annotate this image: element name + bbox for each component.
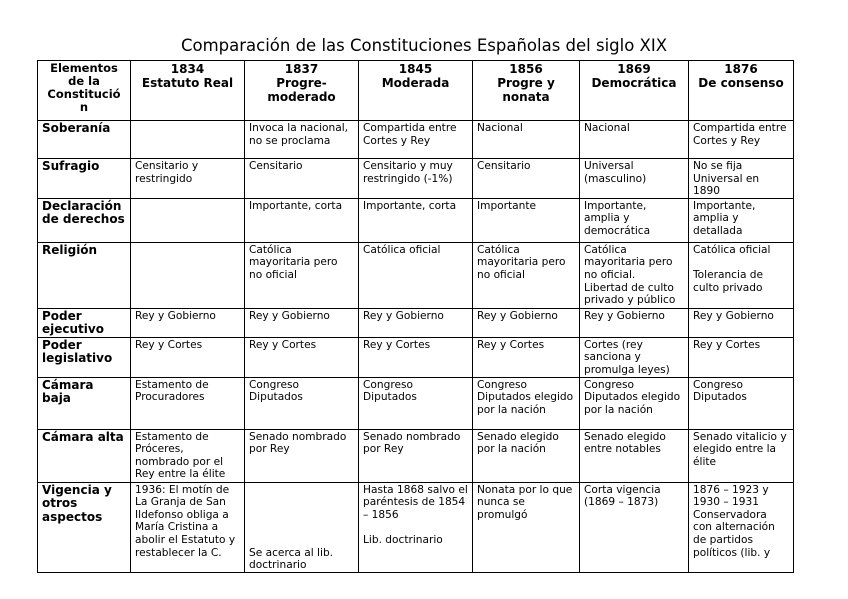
header-cell-1856: 1856 Progre y nonata (473, 61, 580, 121)
table-row (38, 308, 794, 337)
table-cell: Rey y Gobierno (359, 308, 473, 337)
table-row (38, 198, 794, 242)
table-cell: Importante, amplia y democrática (580, 198, 689, 242)
header-cell-1837: 1837 Progre- moderado (245, 61, 359, 121)
table-cell: Senado nombrado por Rey (245, 429, 359, 482)
table-cell: Congreso Diputados (359, 377, 473, 429)
row-label-soberania: Soberanía (38, 121, 131, 159)
table-cell: Cortes (rey sanciona y promulga leyes) (580, 337, 689, 377)
table-row (38, 482, 794, 572)
table-row (38, 121, 794, 159)
table-cell: Rey y Cortes (359, 337, 473, 377)
row-label-poder-legislativo: Poder legislativo (38, 337, 131, 377)
table-cell: Estamento de Procuradores (131, 377, 245, 429)
row-label-camara-baja: Cámara baja (38, 377, 131, 429)
row-label-camara-alta: Cámara alta (38, 429, 131, 482)
table-cell: Senado elegido entre notables (580, 429, 689, 482)
table-cell: Congreso Diputados (245, 377, 359, 429)
table-cell: Importante, corta (245, 198, 359, 242)
table-cell: Católica mayoritaria pero no oficial. Libertad de culto privado y público (580, 242, 689, 308)
table-cell (131, 121, 245, 159)
comparison-table (37, 60, 794, 573)
row-label-poder-ejecutivo: Poder ejecutivo (38, 308, 131, 337)
header-cell-1869: 1869 Democrática (580, 61, 689, 121)
table-cell: 1876 – 1923 y 1930 – 1931 Conservadora con alternación de partidos políticos (lib. y (689, 482, 794, 572)
row-label-vigencia: Vigencia y otros aspectos (38, 482, 131, 572)
table-cell: Rey y Gobierno (245, 308, 359, 337)
table-cell: Importante, corta (359, 198, 473, 242)
table-cell: Católica oficial (359, 242, 473, 308)
table-row (38, 337, 794, 377)
table-cell: Rey y Cortes (245, 337, 359, 377)
table-cell: Congreso Diputados (689, 377, 794, 429)
table-row (38, 242, 794, 308)
table-cell: 1936: El motín de La Granja de San Ildefonso obliga a María Cristina a abolir el Estatuto y restablecer la C. (131, 482, 245, 572)
table-cell: Invoca la nacional, no se proclama (245, 121, 359, 159)
table-cell: Censitario (473, 159, 580, 199)
table-cell: Compartida entre Cortes y Rey (359, 121, 473, 159)
table-row (38, 429, 794, 482)
row-label-religion: Religión (38, 242, 131, 308)
table-cell: Rey y Cortes (689, 337, 794, 377)
table-cell: Rey y Gobierno (473, 308, 580, 337)
table-cell (131, 242, 245, 308)
table-row (38, 377, 794, 429)
header-cell-1834: 1834 Estatuto Real (131, 61, 245, 121)
page-title: Comparación de las Constituciones Españolas del siglo XIX (180, 36, 668, 55)
table-cell: Senado vitalicio y elegido entre la élite (689, 429, 794, 482)
table-cell: Importante, amplia y detallada (689, 198, 794, 242)
table-cell: Nacional (473, 121, 580, 159)
table-cell: Censitario y restringido (131, 159, 245, 199)
table-cell: Censitario y muy restringido (-1%) (359, 159, 473, 199)
table-cell: Estamento de Próceres, nombrado por el Rey entre la élite (131, 429, 245, 482)
table-cell: Rey y Gobierno (689, 308, 794, 337)
table-cell: Se acerca al lib. doctrinario (245, 482, 359, 572)
table-cell (131, 198, 245, 242)
table-cell: Católica mayoritaria pero no oficial (473, 242, 580, 308)
table-cell: Católica mayoritaria pero no oficial (245, 242, 359, 308)
table-cell: Censitario (245, 159, 359, 199)
table-cell: Nonata por lo que nunca se promulgó (473, 482, 580, 572)
table-cell: Congreso Diputados elegido por la nación (580, 377, 689, 429)
table-cell: Nacional (580, 121, 689, 159)
table-cell: Hasta 1868 salvo el paréntesis de 1854 – 1856 Lib. doctrinario (359, 482, 473, 572)
table-cell: Corta vigencia (1869 – 1873) (580, 482, 689, 572)
table-cell: Católica oficial Tolerancia de culto privado (689, 242, 794, 308)
table-cell: Rey y Cortes (473, 337, 580, 377)
table-cell: Rey y Gobierno (131, 308, 245, 337)
table-cell: Compartida entre Cortes y Rey (689, 121, 794, 159)
table-cell: Universal (masculino) (580, 159, 689, 199)
table-row (38, 159, 794, 199)
table-cell: Senado elegido por la nación (473, 429, 580, 482)
header-cell-elementos: Elementos de la Constitució n (38, 61, 131, 121)
header-cell-1845: 1845 Moderada (359, 61, 473, 121)
row-label-declaracion: Declaración de derechos (38, 198, 131, 242)
table-cell: Rey y Cortes (131, 337, 245, 377)
table-cell: Rey y Gobierno (580, 308, 689, 337)
header-cell-1876: 1876 De consenso (689, 61, 794, 121)
table-cell: No se fija Universal en 1890 (689, 159, 794, 199)
table-cell: Congreso Diputados elegido por la nación (473, 377, 580, 429)
row-label-sufragio: Sufragio (38, 159, 131, 199)
table-header-row (38, 61, 794, 121)
table-cell: Senado nombrado por Rey (359, 429, 473, 482)
table-cell: Importante (473, 198, 580, 242)
